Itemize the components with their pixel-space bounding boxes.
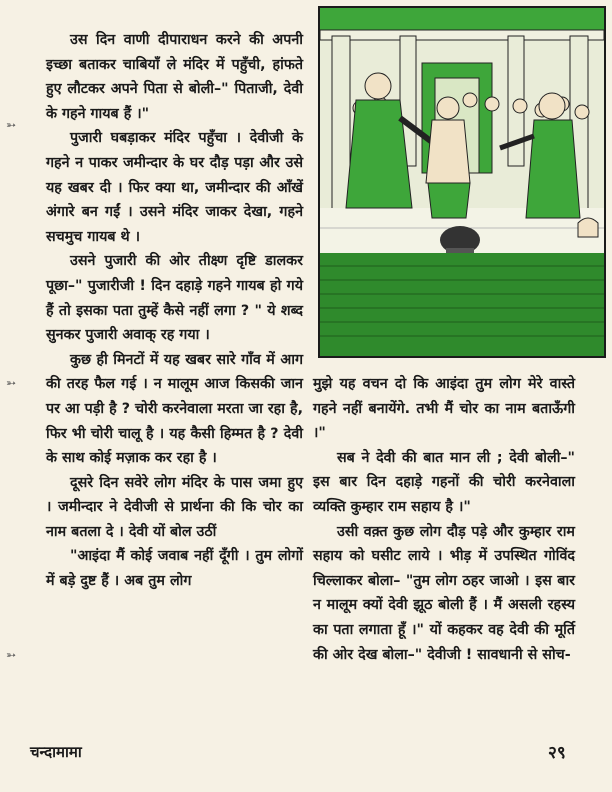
temple-crowd-scene xyxy=(320,8,604,356)
paragraph: मुझे यह वचन दो कि आइंदा तुम लोग मेरे वास्ते गहने नहीं बनायेंगे. तभी मैं चोर का नाम बताऊँगी ।" xyxy=(313,376,575,442)
margin-mark: ➳ xyxy=(6,118,17,132)
paragraph: उसने पुजारी की ओर तीक्ष्ण दृष्टि डालकर पूछा–" पुजारीजी ! दिन दहाड़े गहने गायब हो गये हैं तो इसका पता तुम्हें कैसे नहीं लगा ? " ये शब्द सुनकर पुजारी अवाक् रह गया । xyxy=(46,253,303,344)
paragraph: "आइंदा मैं कोई जवाब नहीं दूँगी । तुम लोगों में बड़े दुष्ट हैं । अब तुम लोग xyxy=(46,548,303,590)
paragraph: उसी वक़्त कुछ लोग दौड़ पड़े और कुम्हार राम सहाय को घसीट लाये । भीड़ में उपस्थित गोविंद चिल्लाकर बोला– "तुम लोग ठहर जाओ । इस बार न मालूम क्यों देवी झूठ बोली हैं । मैं असली रहस्य का पता लगाता हूँ ।" यों कहकर वह देवी की मूर्ति की ओर देख बोला–" देवीजी ! सावधानी से सोच- xyxy=(313,523,575,663)
paragraph: पुजारी घबड़ाकर मंदिर पहुँचा । देवीजी के गहने न पाकर जमीन्दार के घर दौड़ पड़ा और उसे यह खबर दी । फिर क्या था, जमीन्दार की आँखें अंगारे बन गईं । उसने मंदिर जाकर देखा, गहने सचमुच गायब थे । xyxy=(46,130,303,245)
margin-mark: ➳ xyxy=(6,648,17,662)
story-illustration xyxy=(318,6,606,358)
paragraph: सब ने देवी की बात मान ली ; देवी बोली–" इस बार दिन दहाड़े गहनों की चोरी करनेवाला व्यक्ति कुम्हार राम सहाय है ।" xyxy=(313,449,575,515)
page-number: २९ xyxy=(548,743,566,763)
magazine-name: चन्दामामा xyxy=(30,743,82,761)
paragraph: उस दिन वाणी दीपाराधन करने की अपनी इच्छा बताकर चाबियाँ ले मंदिर में पहुँची, हांफते हुए लौटकर अपने पिता से बोली–" पिताजी, देवी के गहने गायब हैं ।" xyxy=(46,32,303,122)
left-column xyxy=(46,28,303,594)
margin-mark: ➳ xyxy=(6,376,17,390)
paragraph: दूसरे दिन सवेरे लोग मंदिर के पास जमा हुए । जमीन्दार ने देवीजी से प्रार्थना की कि चोर का नाम बतला दे । देवी यों बोल उठीं xyxy=(46,474,303,540)
paragraph: कुछ ही मिनटों में यह खबर सारे गाँव में आग की तरह फैल गई । न मालूम आज किसकी जान पर आ पड़ी है ? चोरी करनेवाला मरता जा रहा है, फिर भी चोरी चालू है । यह कैसी हिम्मत है ? देवी के साथ कोई मज़ाक कर रहा है । xyxy=(46,351,303,467)
right-column xyxy=(313,372,575,667)
